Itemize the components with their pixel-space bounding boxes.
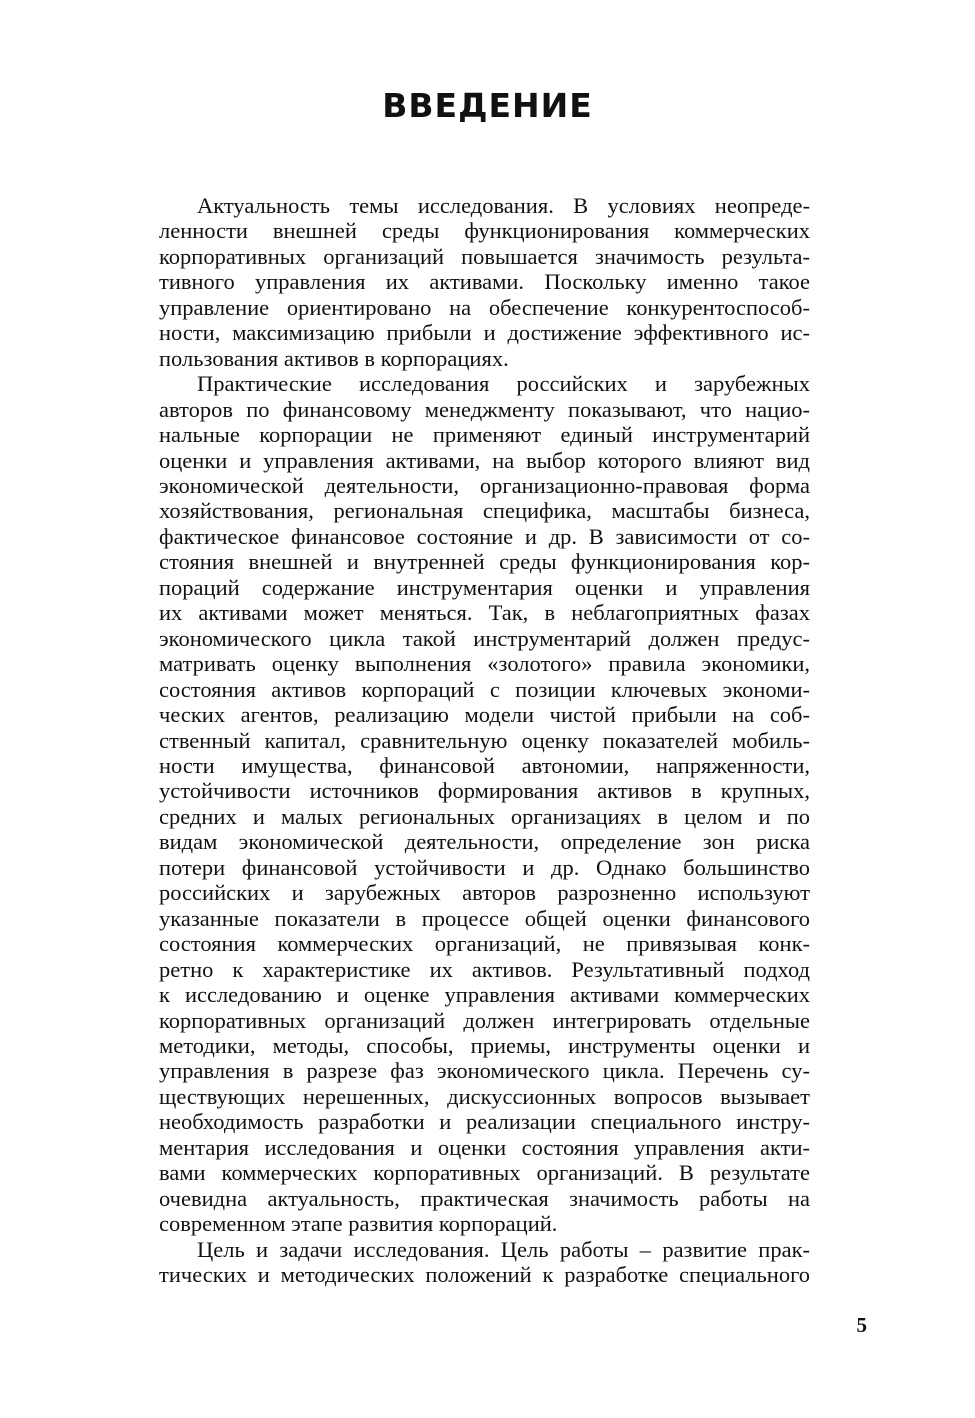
- text-line: авторов по финансовому менеджменту показывают, что нацио-: [159, 396, 810, 422]
- text-line: очевидна актуальность, практическая значимость работы на: [159, 1185, 810, 1211]
- page-number: 5: [856, 1313, 867, 1337]
- text-line: тивного управления их активами. Поскольку именно такое: [159, 269, 810, 295]
- text-line: необходимость разработки и реализации специального инстру-: [159, 1109, 810, 1135]
- text-line: ственный капитал, сравнительную оценку показателей мобиль-: [159, 727, 810, 753]
- text-line: состояния активов корпораций с позиции ключевых экономи-: [159, 676, 810, 702]
- text-line: ленности внешней среды функционирования коммерческих: [159, 218, 810, 244]
- text-line: Актуальность темы исследования. В условиях неопреде-: [197, 193, 810, 218]
- text-line: ществующих нерешенных, дискуссионных вопросов вызывает: [159, 1083, 810, 1109]
- text-line: методики, методы, способы, приемы, инструменты оценки и: [159, 1032, 810, 1058]
- text-line: хозяйствования, региональная специфика, масштабы бизнеса,: [159, 498, 810, 524]
- text-line: средних и малых региональных организациях в целом и по: [159, 803, 810, 829]
- text-line: корпоративных организаций повышается значимость результа-: [159, 243, 810, 269]
- text-line: к исследованию и оценке управления активами коммерческих: [159, 982, 810, 1008]
- text-line: тических и методических положений к разработке специального: [159, 1262, 810, 1288]
- text-line: экономической деятельности, организационно-правовая форма: [159, 472, 810, 498]
- body-text: [159, 193, 810, 1287]
- paragraph-relevance: [159, 193, 810, 371]
- text-line: потери финансовой устойчивости и др. Однако большинство: [159, 854, 810, 880]
- text-line: ности, максимизацию прибыли и достижение эффективного ис-: [159, 320, 810, 346]
- text-line: ретно к характеристике их активов. Результативный подход: [159, 956, 810, 982]
- text-line: указанные показатели в процессе общей оценки финансового: [159, 905, 810, 931]
- text-line: управление ориентировано на обеспечение конкурентоспособ-: [159, 294, 810, 320]
- chapter-title: ВВЕДЕНИЕ: [382, 86, 593, 125]
- text-line: нальные корпорации не применяют единый инструментарий: [159, 422, 810, 448]
- text-line: видам экономической деятельности, определение зон риска: [159, 829, 810, 855]
- text-line: фактическое финансовое состояние и др. В зависимости от со-: [159, 523, 810, 549]
- text-line: устойчивости источников формирования активов в крупных,: [159, 778, 810, 804]
- text-line: Цель и задачи исследования. Цель работы – развитие прак-: [197, 1236, 810, 1262]
- text-line: ментария исследования и оценки состояния управления акти-: [159, 1134, 810, 1160]
- text-line: вами коммерческих корпоративных организаций. В результате: [159, 1160, 810, 1186]
- text-line: состояния коммерческих организаций, не привязывая конк-: [159, 931, 810, 957]
- text-line: матривать оценку выполнения «золотого» правила экономики,: [159, 651, 810, 677]
- text-line: российских и зарубежных авторов разрозненно используют: [159, 880, 810, 906]
- text-line: Практические исследования российских и зарубежных: [197, 371, 810, 397]
- text-line: пользования активов в корпорациях.: [159, 345, 509, 371]
- text-line: оценки и управления активами, на выбор которого влияют вид: [159, 447, 810, 473]
- text-line: современном этапе развития корпораций.: [159, 1211, 558, 1237]
- text-line: управления в разрезе фаз экономического цикла. Перечень су-: [159, 1058, 810, 1084]
- text-line: их активами может меняться. Так, в неблагоприятных фазах: [159, 600, 810, 626]
- text-line: ческих агентов, реализацию модели чистой прибыли на соб-: [159, 702, 810, 728]
- text-line: ности имущества, финансовой автономии, напряженности,: [159, 752, 810, 778]
- paragraph-practical-research: [159, 371, 810, 1236]
- text-line: экономического цикла такой инструментарий должен предус-: [159, 625, 810, 651]
- paragraph-goals: [159, 1237, 810, 1288]
- text-line: корпоративных организаций должен интегрировать отдельные: [159, 1007, 810, 1033]
- text-line: пораций содержание инструментария оценки и управления: [159, 574, 810, 600]
- text-line: стояния внешней и внутренней среды функционирования кор-: [159, 549, 810, 575]
